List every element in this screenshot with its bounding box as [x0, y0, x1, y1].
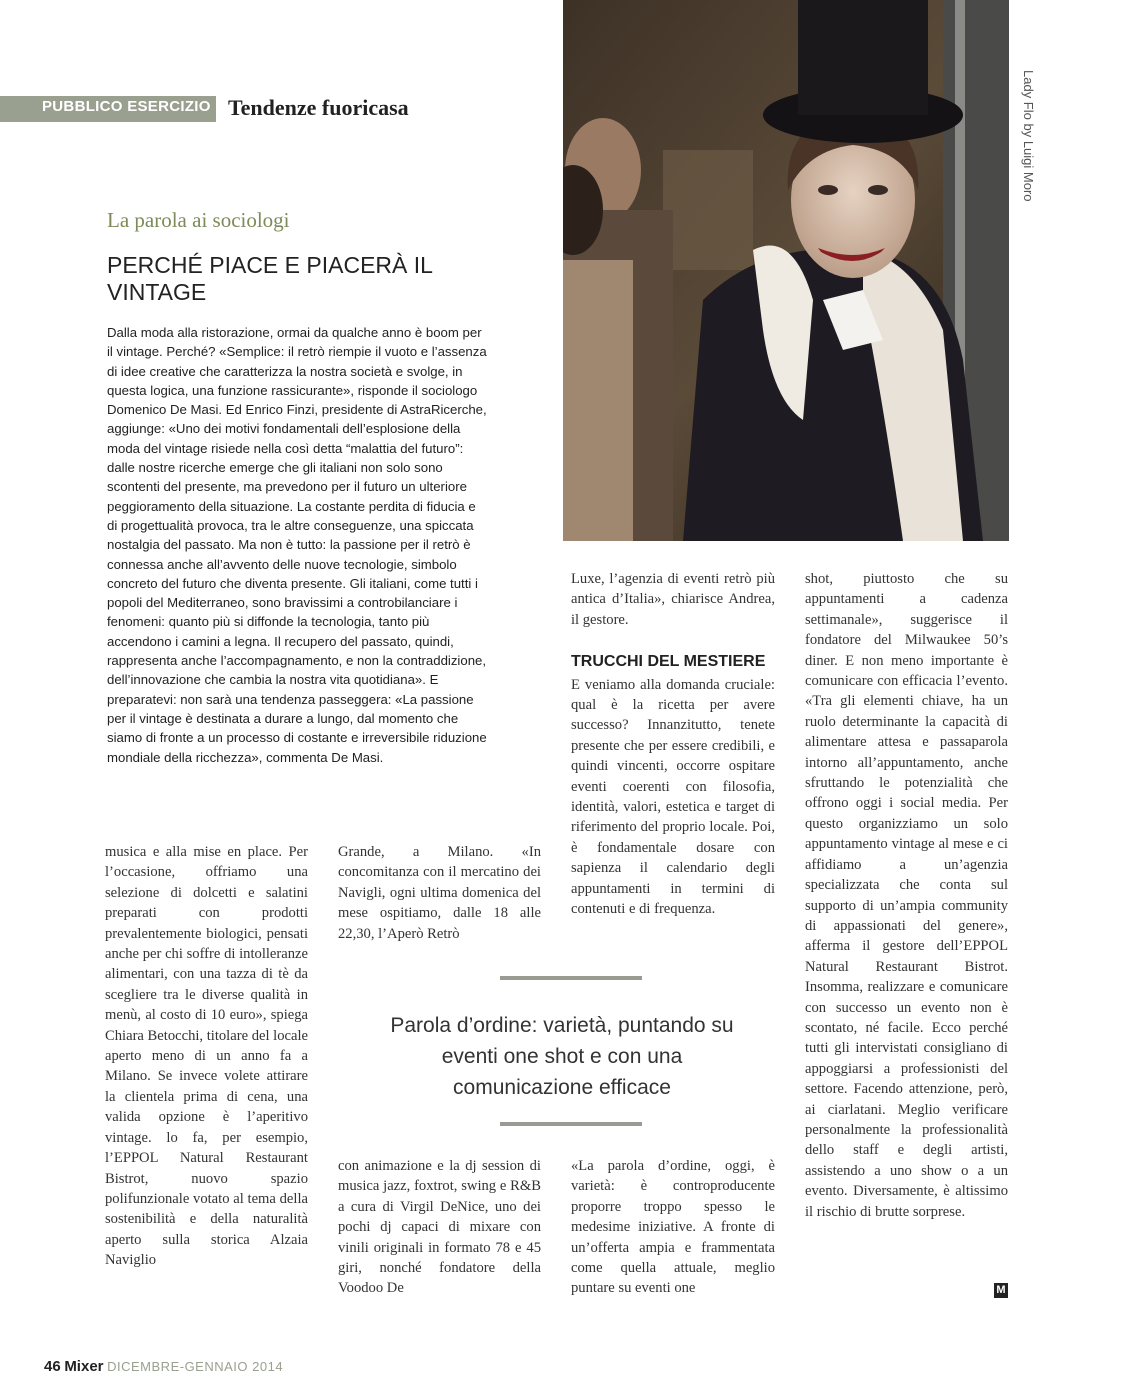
photo-illustration [563, 0, 1009, 541]
article-column-4 [805, 569, 1008, 1222]
column-3-top-text: Luxe, l’agenzia di eventi retrò più antica d’Italia», chiarisce Andrea, il gestore. [571, 571, 775, 628]
column-4-text: shot, piuttosto che su appuntamenti a cadenza settimanale», suggerisce il fondatore del Milwaukee 50’s diner. E non meno importante è comunicare con efficacia l’evento. «Tra gli elementi chiave, ha un ruolo determinante la capacità di alimentare attesa e passaparola intorno all’appuntamento, anche sfruttando le potenzialità che offrono oggi i social media. Per questo organizziamo un solo appuntamento vintage al mese e ci affidiamo a un’agenzia specializzata che conta sul supporto di un’ampia community di appassionati del genere», afferma il gestore dell’EPPOL Natural Restaurant Bistrot. Insomma, realizzare e comunicare con successo un evento non è scontato, né facile. Ecco perché tutti gli intervistati consigliano di appoggiarsi a professionisti del settore. Facendo attenzione, però, ai ciarlatani. Meglio verificare personalmente la professionalità dello staff e degli artisti, assistendo a uno show o a un evento. Diversamente, è altissimo il rischio di brutte sorprese. [805, 571, 1008, 1220]
section-title: Tendenze fuoricasa [228, 95, 409, 120]
issue-date: DICEMBRE-GENNAIO 2014 [107, 1359, 284, 1374]
article-column-3-top [571, 569, 775, 920]
page-number: 46 [44, 1358, 61, 1375]
pull-quote-rule-top [500, 976, 642, 980]
end-mark: M [994, 1283, 1008, 1298]
column-2-top-text: Grande, a Milano. «In concomitanza con il mercatino dei Navigli, ogni ultima domenica del mese ospitiamo, dalle 18 alle 22,30, l’Aperò Retrò [338, 844, 541, 942]
article-column-2-bottom [338, 1156, 541, 1299]
magazine-name: Mixer [64, 1358, 104, 1375]
column-1-text: musica e alla mise en place. Per l’occasione, offriamo una selezione di dolcetti e salatini preparati con prodotti prevalentemente biologici, pensati anche per chi soffre di intolleranze alimentari, con una tazza di tè da scegliere tra le diverse qualità in menù, al costo di 10 euro», spiega Chiara Betocchi, titolare del locale aperto meno di un anno fa a Milano. Se invece volete attirare la clientela prima di cena, una valida opzione è l’aperitivo vintage. lo fa, per esempio, l’EPPOL Natural Restaurant Bistrot, nuovo spazio polifunzionale votato al tema della sostenibilità e della naturalità aperto sulla storica Alzaia Naviglio [105, 844, 309, 1269]
article-column-3-bottom [571, 1156, 775, 1299]
sidebar-kicker: La parola ai sociologi [107, 208, 290, 232]
column-3-mid-text: E veniamo alla domanda cruciale: qual è la ricetta per avere successo? Innanzitutto, tenete presente che per essere credibili, e quindi vincenti, occorre ospitare eventi coerenti con filosofia, identità, valori, estetica e target di riferimento del proprio locale. Poi, è fondamentale dosare con sapienza il calendario degli appuntamenti in termini di contenuti e di frequenza. [571, 676, 775, 918]
page-footer [44, 1358, 283, 1375]
photo-credit [1010, 70, 1050, 220]
article-column-2-top [338, 842, 541, 944]
sidebar-headline: PERCHÉ PIACE E PIACERÀ IL VINTAGE [107, 252, 433, 305]
sidebar-body [107, 323, 487, 767]
photo-credit-text: Lady Flo by Luigi Moro [1021, 70, 1036, 202]
sidebar-paragraph: Dalla moda alla ristorazione, ormai da qualche anno è boom per il vintage. Perché? «Semplice: il retrò riempie il vuoto e l’assenza di idee creative che caratterizza la nostra società e svolge, in questa logica, una funzione rassicurante», risponde il sociologo Domenico De Masi. Ed Enrico Finzi, presidente di AstraRicerche, aggiunge: «Uno dei motivi fondamentali dell’esplosione della moda del vintage risiede nella così detta “malattia del futuro”: dalle nostre ricerche emerge che gli italiani non solo sono scontenti del presente, ma prevedono per il futuro un ulteriore peggioramento della situazione. La costante perdita di fiducia e di progettualità provoca, tra le altre conseguenze, una spiccata nostalgia del passato. Ma non è tutto: la passione per il retrò è connessa anche all’avvento delle nuove tecnologie, simbolo concreto del futuro che diventa presente. Gli italiani, come tutti i popoli del Mediterraneo, sono bravissimi a controbilanciare i fenomeni: quanto più si diffonde la tecnologia, tanto più accendono i camini a legna. Il recupero del passato, quindi, rappresenta anche l’accompagnamento, e non la contraddizione, dell’innovazione che cambia la nostra vita quotidiana». E preparatevi: non sarà una tendenza passeggera: «La passione per il vintage è destinata a durare a lungo, dal momento che siamo di fronte a un processo di costante e irreversibile riduzione mondiale della ricchezza», commenta De Masi. [107, 325, 487, 765]
article-column-1 [105, 842, 308, 1271]
column-2-bottom-text: con animazione e la dj session di musica jazz, foxtrot, swing e R&B a cura di Virgil DeNice, uno dei pochi dj capaci di mixare con vinili originali in formato 78 e 45 giri, nonché fondatore della Voodoo De [338, 1158, 541, 1297]
pull-quote-rule-bottom [500, 1122, 642, 1126]
vintage-photo [563, 0, 1009, 541]
pull-quote: Parola d’ordine: varietà, puntando su eventi one shot e con una comunicazione efficace [390, 1014, 734, 1099]
section-subhead: TRUCCHI DEL MESTIERE [571, 653, 766, 671]
column-3-bottom-text: «La parola d’ordine, oggi, è varietà: è controproducente proporre troppo spesso le medesime iniziative. A fronte di un’offerta ampia e frammentata come quella attuale, meglio puntare su eventi one [571, 1158, 775, 1297]
section-label: PUBBLICO ESERCIZIO [42, 98, 211, 115]
